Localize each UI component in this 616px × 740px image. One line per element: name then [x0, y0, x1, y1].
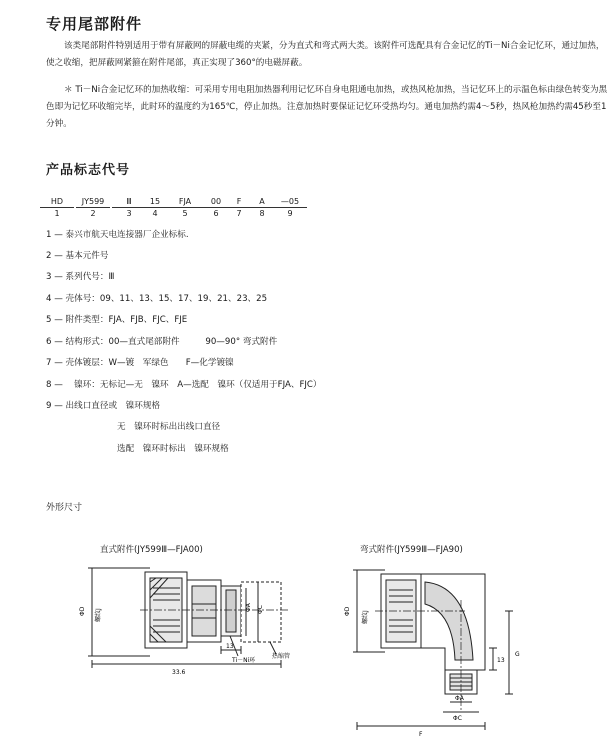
straight-label-d: ΦD — [79, 606, 86, 616]
code-part-8: A 8 — [245, 197, 279, 218]
angled-label-d: ΦD — [344, 606, 351, 616]
legend-item-2: 2 — 基本元件号 — [46, 251, 109, 261]
straight-accessory-drawing — [80, 560, 310, 680]
angled-label-c: ΦC — [453, 715, 462, 722]
straight-drawing-caption: 直式附件(JY599Ⅲ—FJA00) — [100, 545, 203, 555]
code-part-3: Ⅲ 3 — [112, 197, 146, 218]
intro-paragraph-2: ＊ Ti－Ni合金记忆环的加热收缩：可采用专用电阻加热器利用记忆环自身电阻通电加热，或热风枪加热，当记忆环上的示温色标由绿色转变为黑色即为记忆环收缩完毕，此时环的温度约为165℃，停止加热。注意加热时要保证记忆环受热均匀。通电加热约需4～5秒，热风枪加热约需45秒至1分钟。 — [46, 85, 608, 129]
straight-label-shrink-tube: 热缩管 — [272, 653, 291, 660]
page-title: 专用尾部附件 — [46, 15, 143, 33]
legend-item-4: 4 — 壳体号：09、11、13、15、17、19、21、23、25 — [46, 294, 268, 304]
code-part-6: 00 6 — [199, 197, 233, 218]
angled-label-g: G — [515, 651, 520, 658]
legend-item-9: 9 — 出线口直径或 镍环规格 — [46, 401, 161, 411]
code-part-4: 15 4 — [138, 197, 172, 218]
code-part-7: F 7 — [222, 197, 256, 218]
intro-paragraph-1: 该类尾部附件特别适用于带有屏蔽网的屏蔽电缆的夹紧，分为直式和弯式两大类。该附件可选配具有合金记忆的Ti－Ni合金记忆环，通过加热，使之收缩，把屏蔽网紧箍在附件尾部，真正实现了360°的电磁屏蔽。 — [46, 41, 605, 68]
legend-sub-item-1: 无 镍环时标出出线口直径 — [117, 422, 221, 432]
straight-label-thread: 螺纹J — [95, 608, 102, 622]
legend-item-3: 3 — 系列代号：Ⅲ — [46, 272, 115, 282]
angled-label-a: ΦA — [455, 695, 464, 702]
outline-title: 外形尺寸 — [46, 503, 83, 513]
angled-accessory-drawing — [345, 560, 535, 738]
legend-item-1: 1 — 泰兴市航天电连接器厂企业标标. — [46, 230, 189, 240]
angled-drawing-caption: 弯式附件(JY599Ⅲ—FJA90) — [360, 545, 463, 555]
straight-label-length: 33.6 — [172, 669, 186, 676]
legend-item-8: 8 — 镍环：无标记—无 镍环 A—选配 镍环（仅适用于FJA、FJC） — [46, 380, 322, 390]
angled-label-thread: 螺纹J — [362, 610, 369, 624]
straight-label-ring: Ti－Ni环 — [232, 657, 256, 664]
angled-label-f: F — [419, 731, 423, 738]
legend-item-7: 7 — 壳体镀层：W—镀 军绿色 F—化学镀镍 — [46, 358, 234, 368]
straight-label-13: 13 — [226, 643, 234, 650]
straight-label-a: ΦA — [245, 603, 252, 612]
legend-item-5: 5 — 附件类型：FJA、FJB、FJC、FJE — [46, 315, 188, 325]
code-section-title: 产品标志代号 — [46, 163, 131, 178]
code-part-9: —05 9 — [273, 197, 307, 218]
code-part-1: HD 1 — [40, 197, 74, 218]
legend-sub-item-2: 选配 镍环时标出 镍环规格 — [117, 444, 229, 454]
code-part-2: JY599 2 — [76, 197, 110, 218]
legend-item-6: 6 — 结构形式：00—直式尾部附件 90—90° 弯式附件 — [46, 337, 278, 347]
code-part-5: FJA 5 — [168, 197, 202, 218]
straight-label-c: ΦC — [257, 605, 264, 614]
angled-label-13: 13 — [497, 657, 505, 664]
